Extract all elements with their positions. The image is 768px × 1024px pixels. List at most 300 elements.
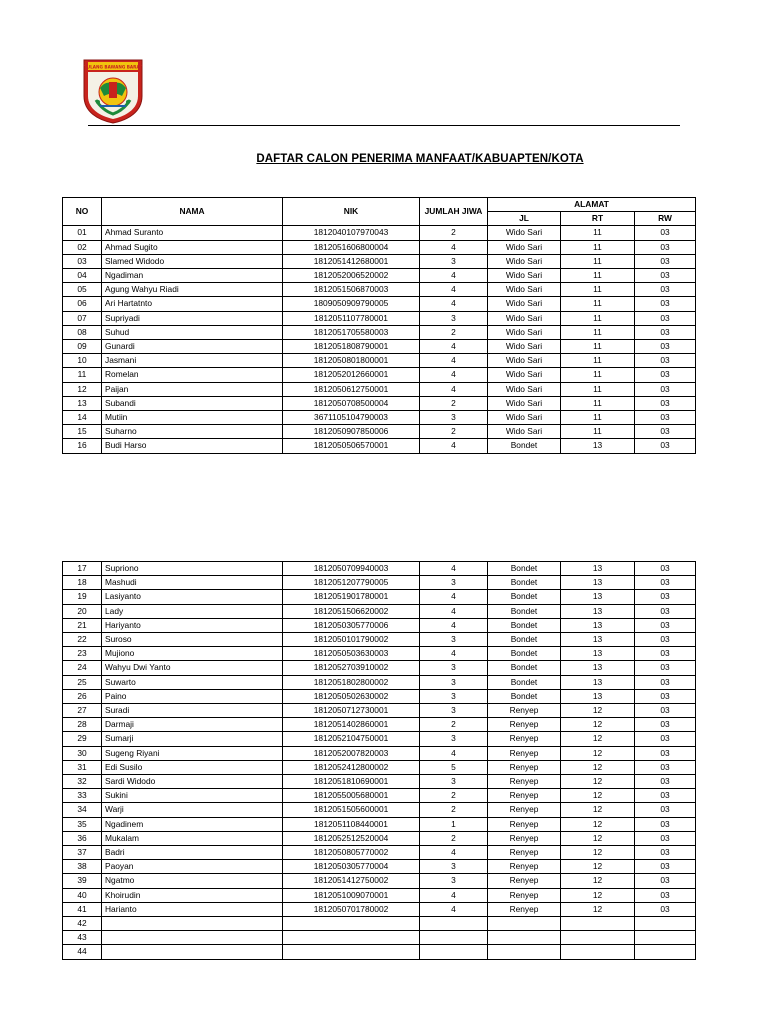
cell-jl: Wido Sari	[488, 382, 561, 396]
cell-jumlah-jiwa: 3	[420, 661, 488, 675]
cell-rw: 03	[635, 874, 696, 888]
cell-no: 11	[63, 368, 102, 382]
cell-nama: Suhud	[102, 325, 283, 339]
cell-jl: Renyep	[488, 732, 561, 746]
cell-rt: 12	[561, 902, 635, 916]
cell-rt: 12	[561, 760, 635, 774]
cell-nik	[283, 917, 420, 931]
cell-jl: Bondet	[488, 675, 561, 689]
table-row	[63, 425, 696, 439]
cell-jl: Renyep	[488, 775, 561, 789]
cell-rt: 11	[561, 283, 635, 297]
cell-jl: Renyep	[488, 746, 561, 760]
cell-jumlah-jiwa: 3	[420, 860, 488, 874]
cell-nik: 1812051606800004	[283, 240, 420, 254]
document-title: DAFTAR CALON PENERIMA MANFAAT/KABUAPTEN/KOTA	[256, 153, 584, 165]
table-row	[63, 297, 696, 311]
cell-nama: Suwarto	[102, 675, 283, 689]
cell-jl: Renyep	[488, 831, 561, 845]
cell-jl: Wido Sari	[488, 425, 561, 439]
cell-rw: 03	[635, 732, 696, 746]
table-row	[63, 803, 696, 817]
cell-jl: Bondet	[488, 576, 561, 590]
cell-jl: Bondet	[488, 604, 561, 618]
cell-jumlah-jiwa: 3	[420, 775, 488, 789]
cell-nik: 1812050907850006	[283, 425, 420, 439]
cell-no: 03	[63, 254, 102, 268]
cell-rt: 12	[561, 831, 635, 845]
cell-nama: Supriyadi	[102, 311, 283, 325]
cell-no: 27	[63, 704, 102, 718]
cell-rw: 03	[635, 902, 696, 916]
table-row	[63, 368, 696, 382]
cell-jumlah-jiwa: 1	[420, 817, 488, 831]
cell-jl: Renyep	[488, 789, 561, 803]
cell-jl: Bondet	[488, 661, 561, 675]
cell-jl: Renyep	[488, 817, 561, 831]
cell-nama: Sumarji	[102, 732, 283, 746]
cell-rw: 03	[635, 860, 696, 874]
cell-rt: 12	[561, 746, 635, 760]
table-header-row	[63, 198, 696, 212]
cell-jumlah-jiwa: 4	[420, 746, 488, 760]
table-row	[63, 874, 696, 888]
cell-no: 23	[63, 647, 102, 661]
cell-nama: Hariyanto	[102, 618, 283, 632]
cell-nik: 1812051009070001	[283, 888, 420, 902]
cell-no: 29	[63, 732, 102, 746]
cell-jumlah-jiwa: 2	[420, 325, 488, 339]
cell-jumlah-jiwa: 4	[420, 354, 488, 368]
cell-jl: Wido Sari	[488, 396, 561, 410]
cell-jumlah-jiwa: 3	[420, 254, 488, 268]
cell-jl: Bondet	[488, 562, 561, 576]
cell-no: 15	[63, 425, 102, 439]
cell-jl: Renyep	[488, 718, 561, 732]
cell-jumlah-jiwa: 2	[420, 396, 488, 410]
cell-nama: Ngadiman	[102, 269, 283, 283]
cell-no: 40	[63, 888, 102, 902]
cell-nama: Sugeng Riyani	[102, 746, 283, 760]
header-alamat: ALAMAT	[488, 198, 696, 212]
cell-rt: 12	[561, 846, 635, 860]
cell-rt: 11	[561, 240, 635, 254]
cell-nik: 3671105104790003	[283, 411, 420, 425]
cell-rw: 03	[635, 604, 696, 618]
cell-nama: Ngadinem	[102, 817, 283, 831]
cell-jumlah-jiwa: 2	[420, 718, 488, 732]
cell-nik: 1809050909790005	[283, 297, 420, 311]
cell-jl: Bondet	[488, 633, 561, 647]
cell-no: 38	[63, 860, 102, 874]
table-row	[63, 945, 696, 959]
cell-nik: 1812050712730001	[283, 704, 420, 718]
cell-no: 17	[63, 562, 102, 576]
cell-rw	[635, 931, 696, 945]
table-row	[63, 931, 696, 945]
cell-rw: 03	[635, 789, 696, 803]
table-row	[63, 760, 696, 774]
cell-nik: 1812052104750001	[283, 732, 420, 746]
table-row	[63, 382, 696, 396]
cell-nama: Sukini	[102, 789, 283, 803]
cell-jumlah-jiwa: 2	[420, 789, 488, 803]
cell-jumlah-jiwa: 4	[420, 604, 488, 618]
header-nama: NAMA	[102, 198, 283, 226]
cell-no: 08	[63, 325, 102, 339]
cell-jumlah-jiwa: 4	[420, 647, 488, 661]
cell-nik: 1812050805770002	[283, 846, 420, 860]
cell-nik: 1812050305770004	[283, 860, 420, 874]
table-row	[63, 576, 696, 590]
cell-rw: 03	[635, 618, 696, 632]
cell-nik: 1812050502630002	[283, 689, 420, 703]
cell-nama: Sardi Widodo	[102, 775, 283, 789]
table-row	[63, 817, 696, 831]
cell-nama: Ngatmo	[102, 874, 283, 888]
cell-rw: 03	[635, 775, 696, 789]
cell-jl: Renyep	[488, 760, 561, 774]
cell-jl: Wido Sari	[488, 240, 561, 254]
cell-rw: 03	[635, 269, 696, 283]
cell-jumlah-jiwa: 3	[420, 633, 488, 647]
cell-no: 14	[63, 411, 102, 425]
cell-rt	[561, 931, 635, 945]
header-no: NO	[63, 198, 102, 226]
cell-rt: 11	[561, 425, 635, 439]
table-row	[63, 590, 696, 604]
cell-rw: 03	[635, 439, 696, 453]
cell-nama: Harianto	[102, 902, 283, 916]
cell-nama: Wahyu Dwi Yanto	[102, 661, 283, 675]
header-jumlah-jiwa: JUMLAH JIWA	[420, 198, 488, 226]
cell-no: 32	[63, 775, 102, 789]
cell-jl: Bondet	[488, 590, 561, 604]
cell-nama: Ari Hartatnto	[102, 297, 283, 311]
cell-jumlah-jiwa: 3	[420, 704, 488, 718]
cell-jl: Wido Sari	[488, 368, 561, 382]
cell-jl: Renyep	[488, 860, 561, 874]
cell-nama: Darmaji	[102, 718, 283, 732]
cell-no: 05	[63, 283, 102, 297]
cell-jl: Renyep	[488, 846, 561, 860]
regency-emblem-icon	[82, 58, 144, 124]
cell-nik: 1812051402860001	[283, 718, 420, 732]
table-row	[63, 860, 696, 874]
cell-rt: 12	[561, 874, 635, 888]
cell-nik: 1812051808790001	[283, 340, 420, 354]
regency-logo	[82, 58, 144, 124]
cell-nama: Romelan	[102, 368, 283, 382]
cell-no: 20	[63, 604, 102, 618]
cell-rw: 03	[635, 633, 696, 647]
table-row	[63, 675, 696, 689]
cell-rw: 03	[635, 297, 696, 311]
cell-jl	[488, 945, 561, 959]
table-row	[63, 325, 696, 339]
cell-nik: 1812050708500004	[283, 396, 420, 410]
cell-rt: 13	[561, 689, 635, 703]
cell-rt: 12	[561, 704, 635, 718]
table-row	[63, 269, 696, 283]
cell-nik: 1812040107970043	[283, 226, 420, 240]
cell-nik: 1812051506620002	[283, 604, 420, 618]
cell-rw: 03	[635, 396, 696, 410]
cell-jumlah-jiwa	[420, 917, 488, 931]
cell-no: 31	[63, 760, 102, 774]
cell-no: 37	[63, 846, 102, 860]
cell-rt: 13	[561, 633, 635, 647]
cell-no: 18	[63, 576, 102, 590]
cell-nik: 1812050612750001	[283, 382, 420, 396]
cell-no: 41	[63, 902, 102, 916]
cell-rt: 12	[561, 817, 635, 831]
cell-no: 22	[63, 633, 102, 647]
cell-no: 04	[63, 269, 102, 283]
cell-rw	[635, 945, 696, 959]
table-row	[63, 340, 696, 354]
cell-no: 01	[63, 226, 102, 240]
table-row	[63, 917, 696, 931]
cell-rw: 03	[635, 354, 696, 368]
cell-jumlah-jiwa: 4	[420, 297, 488, 311]
cell-nama: Gunardi	[102, 340, 283, 354]
beneficiary-table	[62, 197, 696, 454]
cell-rt: 12	[561, 803, 635, 817]
table-row	[63, 746, 696, 760]
cell-jl: Wido Sari	[488, 283, 561, 297]
table-row	[63, 283, 696, 297]
cell-jumlah-jiwa: 4	[420, 562, 488, 576]
cell-rw: 03	[635, 803, 696, 817]
cell-rw: 03	[635, 888, 696, 902]
cell-rt: 13	[561, 576, 635, 590]
cell-jumlah-jiwa: 2	[420, 803, 488, 817]
cell-no: 02	[63, 240, 102, 254]
cell-jl: Wido Sari	[488, 325, 561, 339]
cell-rw: 03	[635, 704, 696, 718]
cell-nik: 1812050709940003	[283, 562, 420, 576]
cell-no: 09	[63, 340, 102, 354]
cell-rt	[561, 945, 635, 959]
cell-nama: Supriono	[102, 562, 283, 576]
cell-nik: 1812050101790002	[283, 633, 420, 647]
cell-rw: 03	[635, 240, 696, 254]
cell-jl: Wido Sari	[488, 297, 561, 311]
cell-rt: 13	[561, 562, 635, 576]
cell-rw: 03	[635, 590, 696, 604]
cell-nik: 1812052412800002	[283, 760, 420, 774]
cell-nama: Edi Susilo	[102, 760, 283, 774]
cell-nik: 1812052703910002	[283, 661, 420, 675]
cell-nama: Mujiono	[102, 647, 283, 661]
cell-rt: 11	[561, 226, 635, 240]
cell-rt: 11	[561, 325, 635, 339]
cell-nama: Badri	[102, 846, 283, 860]
cell-no: 39	[63, 874, 102, 888]
cell-no: 36	[63, 831, 102, 845]
cell-nama	[102, 931, 283, 945]
table-row	[63, 689, 696, 703]
cell-nama	[102, 945, 283, 959]
table-row	[63, 633, 696, 647]
cell-jl: Renyep	[488, 874, 561, 888]
cell-jumlah-jiwa: 3	[420, 675, 488, 689]
cell-rt	[561, 917, 635, 931]
cell-jumlah-jiwa: 2	[420, 831, 488, 845]
cell-rw: 03	[635, 576, 696, 590]
cell-rw: 03	[635, 675, 696, 689]
cell-nik: 1812051108440001	[283, 817, 420, 831]
cell-jl	[488, 931, 561, 945]
cell-no: 35	[63, 817, 102, 831]
cell-nama: Jasmani	[102, 354, 283, 368]
cell-nama: Paijan	[102, 382, 283, 396]
cell-jumlah-jiwa: 4	[420, 902, 488, 916]
cell-no: 30	[63, 746, 102, 760]
header-nik: NIK	[283, 198, 420, 226]
cell-nama: Suroso	[102, 633, 283, 647]
table-row	[63, 661, 696, 675]
cell-jl: Renyep	[488, 803, 561, 817]
cell-no: 19	[63, 590, 102, 604]
cell-rw: 03	[635, 817, 696, 831]
cell-jumlah-jiwa: 3	[420, 874, 488, 888]
cell-jumlah-jiwa: 3	[420, 411, 488, 425]
cell-nama: Lasiyanto	[102, 590, 283, 604]
cell-jumlah-jiwa: 5	[420, 760, 488, 774]
cell-nama: Ahmad Suranto	[102, 226, 283, 240]
cell-jumlah-jiwa: 4	[420, 382, 488, 396]
cell-rt: 13	[561, 675, 635, 689]
cell-jl: Wido Sari	[488, 226, 561, 240]
cell-nama: Mukalam	[102, 831, 283, 845]
cell-nama: Warji	[102, 803, 283, 817]
table-row	[63, 618, 696, 632]
cell-nik: 1812051802800002	[283, 675, 420, 689]
table-row	[63, 732, 696, 746]
cell-jumlah-jiwa	[420, 931, 488, 945]
cell-nik: 1812052007820003	[283, 746, 420, 760]
cell-nama: Paoyan	[102, 860, 283, 874]
cell-nik: 1812051901780001	[283, 590, 420, 604]
cell-jumlah-jiwa: 4	[420, 240, 488, 254]
cell-rt: 12	[561, 888, 635, 902]
cell-rw: 03	[635, 647, 696, 661]
cell-rw	[635, 917, 696, 931]
cell-rt: 12	[561, 732, 635, 746]
cell-nik: 1812050506570001	[283, 439, 420, 453]
cell-nik: 1812050701780002	[283, 902, 420, 916]
cell-jumlah-jiwa: 3	[420, 311, 488, 325]
cell-jumlah-jiwa: 4	[420, 340, 488, 354]
cell-nik: 1812051505600001	[283, 803, 420, 817]
cell-jumlah-jiwa: 4	[420, 269, 488, 283]
cell-nik: 1812051705580003	[283, 325, 420, 339]
cell-no: 06	[63, 297, 102, 311]
table-row	[63, 775, 696, 789]
cell-nik: 1812050305770006	[283, 618, 420, 632]
cell-no: 43	[63, 931, 102, 945]
cell-jl: Wido Sari	[488, 354, 561, 368]
cell-nama: Lady	[102, 604, 283, 618]
cell-no: 24	[63, 661, 102, 675]
cell-jl: Bondet	[488, 439, 561, 453]
cell-rt: 13	[561, 618, 635, 632]
cell-rw: 03	[635, 368, 696, 382]
cell-nik	[283, 931, 420, 945]
table-row	[63, 396, 696, 410]
cell-jumlah-jiwa: 4	[420, 618, 488, 632]
table-row	[63, 888, 696, 902]
cell-jl: Renyep	[488, 902, 561, 916]
cell-jl: Wido Sari	[488, 269, 561, 283]
cell-rt: 11	[561, 269, 635, 283]
cell-rw: 03	[635, 254, 696, 268]
cell-rw: 03	[635, 425, 696, 439]
cell-rw: 03	[635, 283, 696, 297]
cell-jumlah-jiwa: 4	[420, 888, 488, 902]
header-jl: JL	[488, 212, 561, 226]
cell-nama: Suharno	[102, 425, 283, 439]
cell-rt: 11	[561, 311, 635, 325]
table-row	[63, 240, 696, 254]
cell-no: 10	[63, 354, 102, 368]
cell-rt: 11	[561, 297, 635, 311]
cell-nik: 1812050503630003	[283, 647, 420, 661]
cell-jumlah-jiwa: 4	[420, 368, 488, 382]
cell-nama: Paino	[102, 689, 283, 703]
cell-nik: 1812051207790005	[283, 576, 420, 590]
cell-jumlah-jiwa: 2	[420, 425, 488, 439]
cell-jumlah-jiwa: 4	[420, 439, 488, 453]
cell-nik: 1812051506870003	[283, 283, 420, 297]
cell-jl: Bondet	[488, 689, 561, 703]
header-rw: RW	[635, 212, 696, 226]
cell-rw: 03	[635, 325, 696, 339]
cell-rt: 12	[561, 718, 635, 732]
cell-nama: Suradi	[102, 704, 283, 718]
cell-nik: 1812052012660001	[283, 368, 420, 382]
cell-rw: 03	[635, 226, 696, 240]
table-row	[63, 846, 696, 860]
cell-rt: 13	[561, 604, 635, 618]
table-row	[63, 439, 696, 453]
cell-nik: 1812051412680001	[283, 254, 420, 268]
cell-rw: 03	[635, 562, 696, 576]
cell-nama: Agung Wahyu Riadi	[102, 283, 283, 297]
cell-nik: 1812052512520004	[283, 831, 420, 845]
cell-nik: 1812051810690001	[283, 775, 420, 789]
cell-rw: 03	[635, 661, 696, 675]
svg-text:TULANG BAWANG BARAT: TULANG BAWANG BARAT	[83, 64, 143, 70]
cell-no: 16	[63, 439, 102, 453]
cell-jl: Wido Sari	[488, 311, 561, 325]
cell-rt: 11	[561, 382, 635, 396]
cell-rw: 03	[635, 382, 696, 396]
cell-nama: Ahmad Sugito	[102, 240, 283, 254]
cell-nik: 1812050801800001	[283, 354, 420, 368]
cell-rt: 11	[561, 354, 635, 368]
cell-jumlah-jiwa: 3	[420, 576, 488, 590]
cell-nik: 1812055005680001	[283, 789, 420, 803]
cell-jumlah-jiwa: 4	[420, 283, 488, 297]
cell-rt: 12	[561, 860, 635, 874]
cell-nama: Mutiin	[102, 411, 283, 425]
cell-nik: 1812051107780001	[283, 311, 420, 325]
cell-rt: 13	[561, 647, 635, 661]
cell-jl: Bondet	[488, 618, 561, 632]
